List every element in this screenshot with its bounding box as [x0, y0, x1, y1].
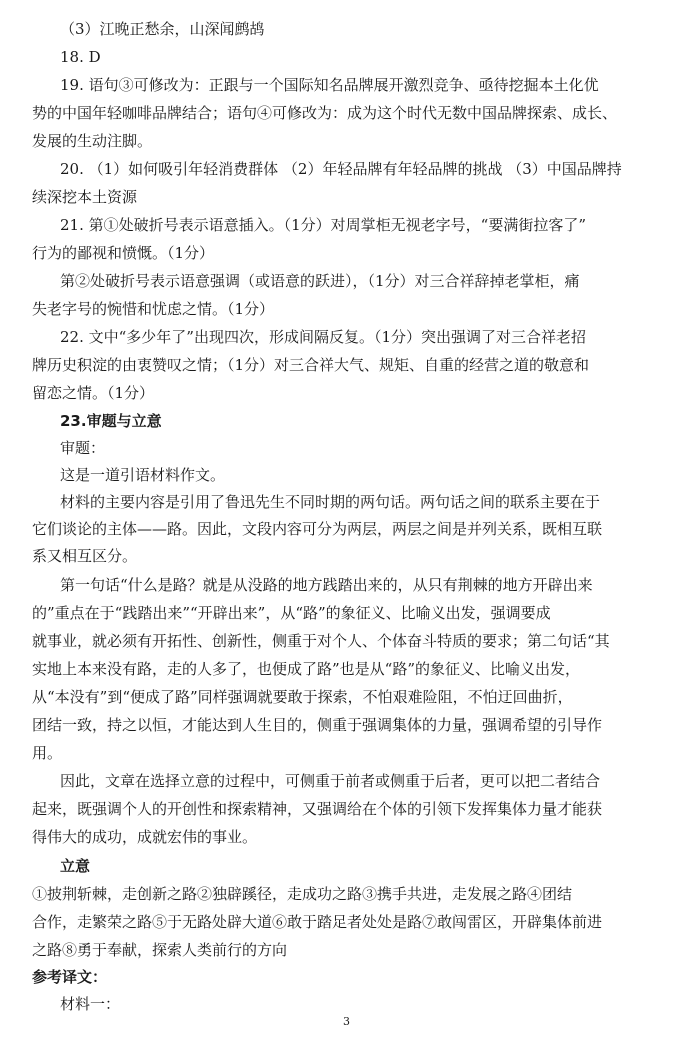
paragraph-line: 实地上本来没有路，走的人多了，也便成了路”也是从“路”的象征义、比喻义出发， — [32, 660, 581, 678]
answer-19-line-2: 势的中国年轻咖啡品牌结合；语句④可修改为：成为这个时代无数中国品牌探索、成长、 — [32, 104, 618, 122]
paragraph-line: 合作，走繁荣之路⑤于无路处辟大道⑥敢于踏足者处处是路⑦敢闯雷区，开辟集体前进 — [32, 913, 603, 931]
answer-17-3: （3）江晚正愁余，山深闻鹧鸪 — [60, 20, 265, 38]
paragraph-line: 得伟大的成功，成就宏伟的事业。 — [32, 828, 258, 846]
paragraph-line: 这是一道引语材料作文。 — [60, 466, 226, 484]
answer-18: 18. D — [60, 48, 101, 66]
answer-19-line-3: 发展的生动注脚。 — [32, 132, 153, 150]
paragraph-line: 的”重点在于“践踏出来”“开辟出来”，从“路”的象征义、比喻义出发，强调要成 — [32, 604, 551, 622]
subheading-reference-translation: 参考译文： — [32, 968, 108, 986]
paragraph-line: 团结一致，持之以恒，才能达到人生目的，侧重于强调集体的力量，强调希望的引导作 — [32, 716, 603, 734]
page-number: 3 — [343, 1015, 350, 1028]
answer-20-line-1: 20. （1）如何吸引年轻消费群体 （2）年轻品牌有年轻品牌的挑战 （3）中国品牌持 — [60, 160, 622, 178]
paragraph-line: 从“本没有”到“便成了路”同样强调就要敢于探索，不怕艰难险阻，不怕迂回曲折， — [32, 688, 573, 706]
paragraph-line: 材料一： — [60, 995, 121, 1013]
paragraph-line: 它们谈论的主体——路。因此，文段内容可分为两层，两层之间是并列关系，既相互联 — [32, 520, 603, 538]
paragraph-line: 因此，文章在选择立意的过程中，可侧重于前者或侧重于后者，更可以把二者结合 — [60, 772, 601, 790]
answer-22-line-2: 牌历史积淀的由衷赞叹之情；（1分）对三合祥大气、规矩、自重的经营之道的敬意和 — [32, 356, 590, 374]
section-heading-23: 23.审题与立意 — [60, 412, 162, 430]
subheading-shenti: 审题： — [60, 439, 106, 457]
paragraph-line: 材料的主要内容是引用了鲁迅先生不同时期的两句话。两句话之间的联系主要在于 — [60, 493, 601, 511]
answer-20-line-2: 续深挖本土资源 — [32, 188, 138, 206]
answer-21-line-2: 行为的鄙视和愤慨。（1分） — [32, 244, 215, 262]
answer-22-line-3: 留恋之情。（1分） — [32, 384, 155, 402]
paragraph-line: 系又相互区分。 — [32, 547, 138, 565]
answer-19-line-1: 19. 语句③可修改为：正跟与一个国际知名品牌展开激烈竞争、亟待挖掘本土化优 — [60, 76, 599, 94]
paragraph-line: 起来，既强调个人的开创性和探索精神，又强调给在个体的引领下发挥集体力量才能获 — [32, 800, 603, 818]
answer-21-line-1: 21. 第①处破折号表示语意插入。（1分）对周掌柜无视老字号，“要满街拉客了” — [60, 216, 587, 234]
answer-21-line-4: 失老字号的惋惜和忧虑之情。（1分） — [32, 300, 275, 318]
paragraph-line: 第一句话“什么是路？就是从没路的地方践踏出来的，从只有荆棘的地方开辟出来 — [60, 576, 593, 594]
answer-21-line-3: 第②处破折号表示语意强调（或语意的跃进），（1分）对三合祥辞掉老掌柜，痛 — [60, 272, 580, 290]
paragraph-line: 就事业，就必须有开拓性、创新性，侧重于对个人、个体奋斗特质的要求；第二句话“其 — [32, 632, 610, 650]
subheading-liyi: 立意 — [60, 857, 91, 875]
answer-22-line-1: 22. 文中“多少年了”出现四次，形成间隔反复。（1分）突出强调了对三合祥老招 — [60, 328, 587, 346]
paragraph-line: 之路⑧勇于奉献，探索人类前行的方向 — [32, 941, 288, 959]
paragraph-line: ①披荆斩棘，走创新之路②独辟蹊径，走成功之路③携手共进，走发展之路④团结 — [32, 885, 573, 903]
paragraph-line: 用。 — [32, 744, 63, 762]
